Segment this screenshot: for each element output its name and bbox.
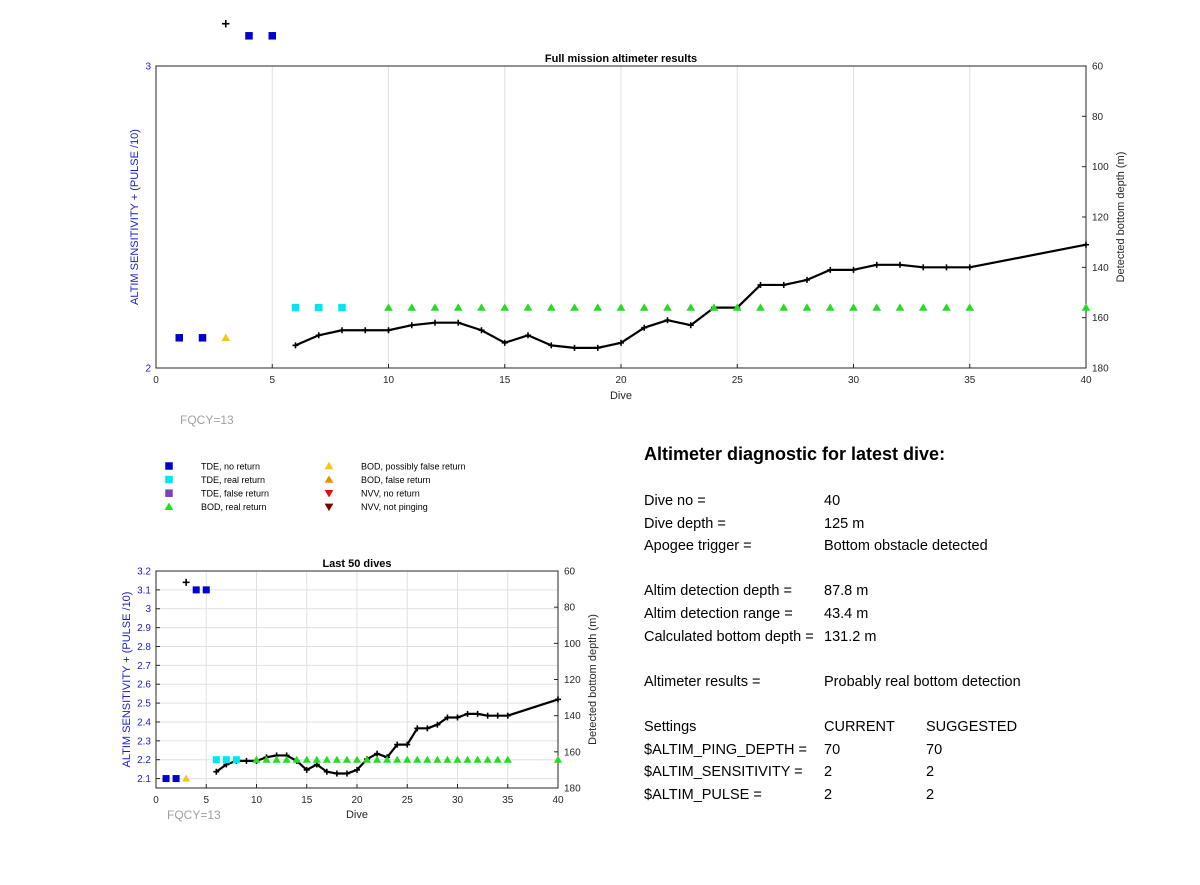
calc-depth-label: Calculated bottom depth = <box>644 628 814 645</box>
tde-no-return-marker <box>245 32 253 40</box>
legend-label: BOD, false return <box>361 474 431 485</box>
bod-real-return-marker <box>919 303 928 310</box>
diagnostic-panel <box>644 444 1184 806</box>
dive-no-label: Dive no = <box>644 493 706 509</box>
bottom-depth-point <box>920 264 926 270</box>
bottom-depth-point <box>555 696 561 702</box>
left-tick-label: 2.6 <box>137 679 151 691</box>
apogee-row <box>644 535 1184 558</box>
dive-no-value: 40 <box>824 493 841 509</box>
bod-real-return-marker <box>500 303 509 310</box>
bottom-depth-point <box>362 327 368 333</box>
right-tick-label: 120 <box>564 675 581 686</box>
left-axis-ticks <box>145 62 160 375</box>
tde-real-return-marker <box>292 304 300 312</box>
sensitivity-suggested: 2 <box>926 764 935 781</box>
bottom-depth-point <box>339 327 345 333</box>
left-axis-label: ALTIM SENSITIVITY + (PULSE /10) <box>121 591 133 768</box>
bottom-depth-point <box>409 322 415 328</box>
bottom-depth-point <box>944 264 950 270</box>
left-tick-label: 2.8 <box>137 641 151 653</box>
x-tick-label: 0 <box>153 375 159 386</box>
legend-label: NVV, no return <box>361 488 420 499</box>
bod-real-return-marker <box>454 303 463 310</box>
x-tick-label: 15 <box>499 375 511 386</box>
left-tick-label: 3 <box>145 61 151 73</box>
bottom-depth-point <box>897 262 903 268</box>
left-tick-label: 3.2 <box>137 566 151 578</box>
x-tick-label: 10 <box>250 795 263 806</box>
settings-header-row <box>644 716 1184 739</box>
bod-real-return-marker <box>1082 303 1091 310</box>
x-tick-label: 15 <box>301 795 313 806</box>
bod-real-return-marker <box>779 303 788 310</box>
x-tick-label: 5 <box>269 375 276 386</box>
right-tick-label: 180 <box>1092 363 1109 375</box>
grid-lines <box>156 571 558 788</box>
sensitivity-row <box>644 761 1184 784</box>
tde-real-return-marker <box>223 756 230 763</box>
results-label: Altimeter results = <box>644 673 761 690</box>
x-tick-label: 25 <box>401 795 413 806</box>
x-tick-label: 25 <box>731 375 743 386</box>
ping-depth-label: $ALTIM_PING_DEPTH = <box>644 741 807 758</box>
tde-real-return-marker <box>315 304 323 312</box>
right-tick-label: 100 <box>1092 162 1109 174</box>
pulse-suggested: 2 <box>926 786 935 803</box>
bod-real-return-marker <box>663 303 672 310</box>
left-tick-label: 2.1 <box>137 774 151 786</box>
det-range-label: Altim detection range = <box>644 605 793 622</box>
bod-real-return-marker <box>477 303 486 310</box>
x-tick-label: 5 <box>203 795 210 806</box>
fqcy-annotation: FQCY=13 <box>180 413 234 427</box>
bod-real-return-marker <box>384 303 393 310</box>
bod-real-return-marker <box>686 303 695 310</box>
diagnostic-title: Altimeter diagnostic for latest dive: <box>644 444 946 464</box>
bottom-depth-point <box>595 345 601 351</box>
det-depth-row <box>644 580 1184 603</box>
right-tick-label: 60 <box>564 566 576 578</box>
x-tick-label: 0 <box>153 795 159 806</box>
bottom-depth-point <box>495 713 501 719</box>
tde-no-return-marker <box>173 775 180 782</box>
tde-no-return-marker <box>199 334 207 342</box>
pulse-label: $ALTIM_PULSE = <box>644 786 762 803</box>
current-header: CURRENT <box>824 718 895 735</box>
legend-label: TDE, real return <box>201 474 266 485</box>
ping-depth-current: 70 <box>824 741 841 758</box>
tde-no-return-marker <box>163 775 170 782</box>
legend-marker <box>325 462 334 469</box>
sensitivity-current: 2 <box>824 764 833 781</box>
left-tick-label: 2 <box>145 363 151 375</box>
bod-real-return-marker <box>593 303 602 310</box>
x-tick-label: 10 <box>382 375 395 386</box>
left-tick-label: 2.4 <box>137 717 151 729</box>
left-tick-label: 2.3 <box>137 736 151 748</box>
tde-no-return-marker <box>269 32 277 40</box>
bod-real-return-marker <box>431 303 440 310</box>
bottom-depth-point <box>572 345 578 351</box>
right-tick-label: 160 <box>564 747 581 759</box>
right-tick-label: 120 <box>1092 212 1109 224</box>
bottom-depth-point <box>386 327 392 333</box>
left-axis-ticks <box>137 567 160 786</box>
legend-label: NVV, not pinging <box>361 502 428 513</box>
bottom-depth-point <box>475 711 481 717</box>
legend-marker <box>165 462 173 470</box>
bottom-depth-point <box>243 758 249 764</box>
legend-marker <box>325 504 334 511</box>
x-axis-label: Dive <box>609 390 633 402</box>
right-tick-label: 160 <box>1092 313 1109 325</box>
legend-label: BOD, real return <box>201 502 267 513</box>
chart-title: Last 50 dives <box>322 558 392 570</box>
legend-marker <box>165 476 173 484</box>
legend <box>165 461 466 512</box>
bottom-depth-point <box>967 264 973 270</box>
bod-possibly-false-marker <box>221 334 230 341</box>
bod-real-return-marker <box>849 303 858 310</box>
pulse-current: 2 <box>824 786 833 803</box>
calc-depth-row <box>644 626 1184 649</box>
left-tick-label: 2.2 <box>137 755 151 767</box>
bottom-depth-point <box>781 282 787 288</box>
x-tick-label: 30 <box>847 375 860 386</box>
left-axis-label: ALTIM SENSITIVITY + (PULSE /10) <box>129 129 141 305</box>
bottom-depth-point <box>455 714 461 720</box>
right-axis-label: Detected bottom depth (m) <box>1115 151 1127 283</box>
grid-lines <box>156 66 1086 368</box>
fqcy-annotation: FQCY=13 <box>167 808 221 822</box>
right-tick-label: 80 <box>564 602 576 614</box>
tde-real-return-marker <box>338 304 346 312</box>
legend-marker <box>325 475 334 482</box>
results-value: Probably real bottom detection <box>824 673 1021 690</box>
tde-real-return-marker <box>233 756 240 763</box>
tde-no-return-marker <box>193 586 200 593</box>
legend-label: BOD, possibly false return <box>361 461 466 472</box>
last-50-dives-chart <box>121 558 599 822</box>
bottom-depth-point <box>851 267 857 273</box>
sensitivity-label: $ALTIM_SENSITIVITY = <box>644 764 803 781</box>
x-axis-ticks <box>153 364 1092 386</box>
bod-real-return-marker <box>826 303 835 310</box>
bod-real-return-marker <box>547 303 556 310</box>
bod-real-return-marker <box>942 303 951 310</box>
apogee-value: Bottom obstacle detected <box>824 538 988 555</box>
apogee-label: Apogee trigger = <box>644 538 752 555</box>
x-tick-label: 20 <box>615 375 627 386</box>
bottom-depth-point <box>874 262 880 268</box>
results-row <box>644 671 1184 694</box>
right-tick-label: 140 <box>1092 262 1109 274</box>
x-tick-label: 20 <box>351 795 363 806</box>
left-tick-label: 2.5 <box>137 698 151 710</box>
det-range-value: 43.4 m <box>824 605 869 622</box>
bod-real-return-marker <box>803 303 812 310</box>
x-tick-label: 40 <box>1080 375 1092 386</box>
dive-depth-label: Dive depth = <box>644 515 726 532</box>
calc-depth-value: 131.2 m <box>824 628 877 645</box>
pulse-row <box>644 784 1184 807</box>
bottom-depth-point <box>344 771 350 777</box>
settings-label: Settings <box>644 718 697 735</box>
bod-real-return-marker <box>965 303 974 310</box>
legend-marker <box>165 489 173 497</box>
dive-depth-value: 125 m <box>824 515 865 532</box>
bottom-depth-line <box>296 245 1087 348</box>
bod-real-return-marker <box>617 303 626 310</box>
bod-real-return-marker <box>872 303 881 310</box>
full-mission-chart <box>129 20 1127 427</box>
bottom-depth-point <box>465 711 471 717</box>
det-range-row <box>644 603 1184 626</box>
left-tick-label: 3.1 <box>137 585 151 597</box>
settings-point-marker <box>222 20 230 28</box>
bod-real-return-marker <box>756 303 765 310</box>
right-tick-label: 100 <box>564 638 581 650</box>
settings-point-marker <box>183 579 190 586</box>
right-tick-label: 60 <box>1092 61 1104 73</box>
bottom-depth-point <box>505 713 511 719</box>
right-tick-label: 80 <box>1092 111 1104 123</box>
x-tick-label: 35 <box>502 795 514 806</box>
legend-marker <box>325 490 334 497</box>
bod-real-return-marker <box>896 303 905 310</box>
bottom-depth-point <box>665 317 671 323</box>
legend-marker <box>165 503 174 510</box>
x-tick-label: 40 <box>552 795 564 806</box>
bod-real-return-marker <box>524 303 533 310</box>
x-axis-label: Dive <box>345 809 369 821</box>
x-tick-label: 35 <box>964 375 976 386</box>
ping-depth-suggested: 70 <box>926 741 943 758</box>
bottom-depth-point <box>455 320 461 326</box>
dive-no-row <box>644 490 1184 513</box>
x-axis-ticks <box>153 784 564 806</box>
tde-real-return-marker <box>213 756 220 763</box>
right-tick-label: 140 <box>564 711 581 723</box>
ping-depth-row <box>644 739 1184 762</box>
x-tick-label: 30 <box>451 795 464 806</box>
det-depth-value: 87.8 m <box>824 583 869 600</box>
left-tick-label: 2.9 <box>137 623 151 635</box>
bottom-depth-point <box>334 771 340 777</box>
chart-title: Full mission altimeter results <box>544 53 698 65</box>
bottom-depth-point <box>1083 242 1089 248</box>
suggested-header: SUGGESTED <box>926 718 1018 735</box>
det-depth-label: Altim detection depth = <box>644 583 792 600</box>
right-tick-label: 180 <box>564 783 581 795</box>
right-axis-label: Detected bottom depth (m) <box>587 614 599 745</box>
left-tick-label: 3 <box>145 604 151 616</box>
bod-real-return-marker <box>570 303 579 310</box>
left-tick-label: 2.7 <box>137 660 151 672</box>
legend-label: TDE, false return <box>201 488 270 499</box>
dive-depth-row <box>644 513 1184 536</box>
bottom-depth-point <box>424 725 430 731</box>
tde-no-return-marker <box>203 586 210 593</box>
bottom-depth-point <box>432 320 438 326</box>
bottom-depth-point <box>485 713 491 719</box>
bod-real-return-marker <box>407 303 416 310</box>
bod-real-return-marker <box>640 303 649 310</box>
tde-no-return-marker <box>176 334 184 342</box>
legend-label: TDE, no return <box>201 461 261 472</box>
